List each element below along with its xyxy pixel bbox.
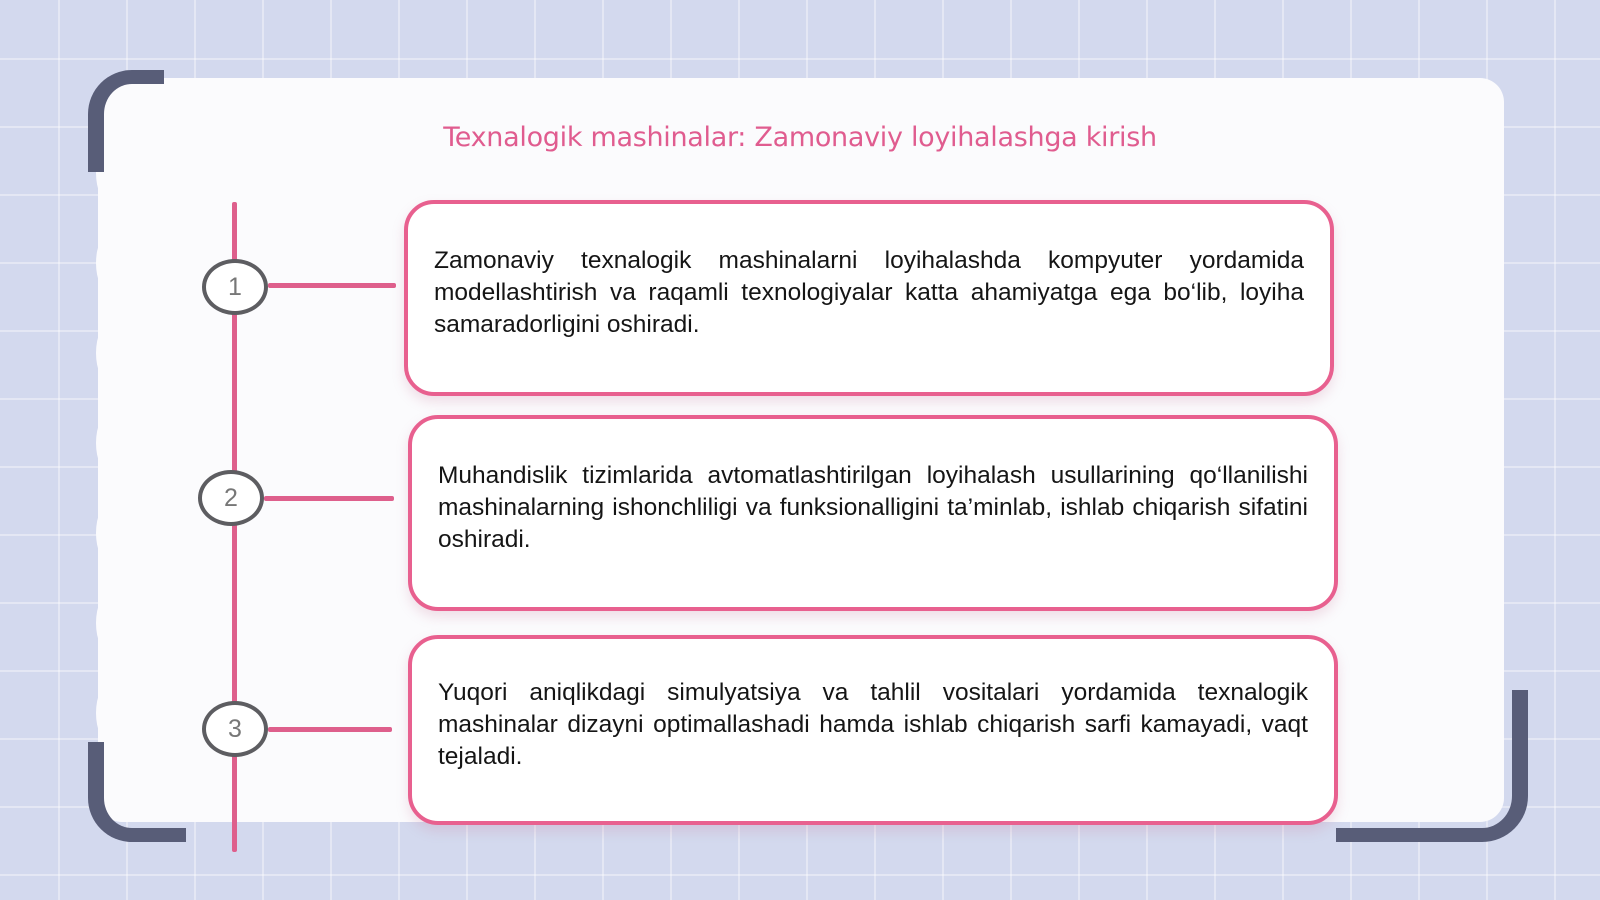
frame-corner-bottom-right — [1336, 690, 1528, 842]
slide-title: Texnalogik mashinalar: Zamonaviy loyihalashga kirish — [443, 122, 1157, 153]
step-number-2: 2 — [198, 470, 264, 526]
card-edge-scallop — [96, 682, 126, 744]
step-card-2 — [408, 415, 1338, 611]
card-edge-scallop — [96, 322, 126, 384]
frame-corner-bottom-left — [88, 742, 186, 842]
step-number-1: 1 — [202, 259, 268, 315]
frame-corner-top-left — [88, 70, 164, 172]
step-connector-3 — [268, 727, 392, 732]
card-edge-scallop — [96, 502, 126, 564]
step-connector-2 — [264, 496, 394, 501]
step-number-3: 3 — [202, 701, 268, 757]
step-text-1: Zamonaviy texnalogik mashinalarni loyihalashda kompyuter yordamida modellashtirish va raqamli texnologiyalar katta ahamiyatga ega bo‘lib, loyiha samaradorligini oshiradi. — [434, 247, 1304, 338]
step-text-2: Muhandislik tizimlarida avtomatlashtirilgan loyihalash usullarining qo‘llanilishi mashinalarning ishonchliligi va funksionalligini ta’minlab, ishlab chiqarish sifatini oshiradi. — [438, 462, 1308, 553]
step-text-3: Yuqori aniqlikdagi simulyatsiya va tahlil vositalari yordamida texnalogik mashinalar dizayni optimallashadi hamda ishlab chiqarish sarfi kamayadi, vaqt tejaladi. — [438, 679, 1308, 770]
card-edge-scallop — [96, 232, 126, 294]
card-edge-scallop — [96, 592, 126, 654]
card-edge-scallop — [96, 412, 126, 474]
step-card-3 — [408, 635, 1338, 825]
step-card-1 — [404, 200, 1334, 396]
step-connector-1 — [268, 283, 396, 288]
